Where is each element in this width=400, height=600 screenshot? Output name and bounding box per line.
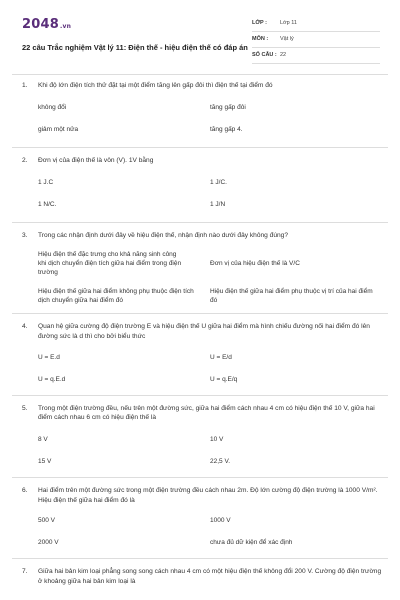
- question-text: Giữa hai bản kim loại phẳng song song cách nhau 4 cm có một hiệu điện thế không đổi 200 V. Cường độ điện trường ở khoảng giữa hai bản kim loại là: [38, 568, 382, 585]
- question-text: Trong một điện trường đều, nếu trên một đường sức, giữa hai điểm cách nhau 4 cm có hiệu điện thế 10 V, giữa hai điểm cách nhau 6 cm có hiệu điện thế là: [38, 404, 375, 422]
- logo-suffix: .vn: [59, 23, 72, 30]
- question-number: 6.: [22, 487, 28, 495]
- meta-value: Lớp 11: [280, 19, 297, 26]
- meta-label: MÔN :: [252, 35, 269, 42]
- answer-option-b[interactable]: tăng gấp đôi: [210, 103, 246, 111]
- answer-option-a[interactable]: không đổi: [38, 103, 67, 111]
- answer-option-a[interactable]: U = E.d: [38, 353, 60, 361]
- answer-option-c[interactable]: U = q.E.d: [38, 375, 66, 383]
- meta-row-class: [252, 16, 380, 32]
- question-1: [22, 80, 382, 148]
- header-divider: [12, 74, 388, 75]
- question-4: [22, 314, 382, 395]
- answer-option-c[interactable]: 15 V: [38, 457, 52, 465]
- answer-option-d[interactable]: 1 J/N: [210, 201, 226, 209]
- answer-option-d[interactable]: 22,5 V.: [210, 457, 231, 465]
- site-logo[interactable]: [22, 16, 71, 34]
- meta-row-subject: [252, 32, 380, 48]
- answer-option-b[interactable]: 10 V: [210, 435, 224, 443]
- answer-option-d[interactable]: tăng gấp 4.: [210, 125, 243, 133]
- question-text: Đơn vị của điện thế là vôn (V). 1V bằng: [38, 156, 154, 164]
- logo-main: 2048: [22, 17, 59, 32]
- answer-option-d[interactable]: U = q.E/q: [210, 375, 238, 383]
- answer-option-a[interactable]: 1 J.C: [38, 179, 54, 187]
- question-number: 3.: [22, 232, 28, 240]
- answer-option-c[interactable]: giảm một nửa: [38, 125, 79, 133]
- question-number: 1.: [22, 82, 28, 89]
- answer-option-d[interactable]: chưa đủ dữ kiện để xác định: [210, 539, 293, 547]
- answer-option-b[interactable]: 1 J/C.: [210, 179, 227, 187]
- answer-option-c[interactable]: Hiệu điện thế giữa hai điểm không phụ thuộc điện tích dịch chuyển giữa hai điểm đó: [38, 288, 194, 305]
- meta-value: Vật lý: [280, 35, 294, 42]
- answer-option-d[interactable]: Hiệu điện thế giữa hai điểm phụ thuộc vị trí của hai điểm đó: [210, 288, 373, 305]
- question-number: 4.: [22, 323, 28, 331]
- question-text: Quan hệ giữa cường độ điện trường E và hiệu điện thế U giữa hai điểm mà hình chiếu đường nối hai điểm đó lên đường sức là d thì cho bởi biểu thức: [38, 323, 370, 341]
- page-header: [22, 14, 382, 70]
- answer-option-b[interactable]: Đơn vị của hiệu điện thế là V/C: [210, 260, 300, 268]
- meta-table: [252, 16, 380, 64]
- question-6: [22, 478, 382, 559]
- question-number: 7.: [22, 568, 28, 576]
- meta-label: SỐ CÂU :: [252, 51, 277, 58]
- question-list: [22, 80, 382, 586]
- meta-value: 22: [280, 51, 287, 58]
- answer-option-c[interactable]: 2000 V: [38, 539, 59, 547]
- question-2: [22, 148, 382, 224]
- answer-option-a[interactable]: Hiệu điện thế đặc trưng cho khả năng sinh công khi dịch chuyển điện tích giữa hai điểm trong điện trường: [38, 251, 182, 277]
- page-title: 22 câu Trắc nghiệm Vật lý 11: Điện thế - hiệu điện thế có đáp án: [22, 43, 248, 52]
- question-7: [22, 559, 382, 586]
- question-3: [22, 223, 382, 314]
- meta-label: LỚP :: [252, 19, 267, 26]
- answer-option-b[interactable]: 1000 V: [210, 517, 231, 525]
- answer-option-b[interactable]: U = E/d: [210, 353, 232, 361]
- meta-row-count: [252, 48, 380, 64]
- answer-option-a[interactable]: 8 V: [38, 435, 48, 443]
- question-5: [22, 396, 382, 478]
- question-text: Hai điểm trên một đường sức trong một điện trường đều cách nhau 2m. Độ lớn cường độ điện trường là 1000 V/m². Hiệu điện thế giữa hai điểm đó là: [38, 487, 378, 504]
- question-number: 5.: [22, 404, 28, 412]
- question-number: 2.: [22, 156, 28, 164]
- answer-option-c[interactable]: 1 N/C.: [38, 201, 57, 209]
- question-text: Khi độ lớn điện tích thử đặt tại một điểm tăng lên gấp đôi thì điện thế tại điểm đó: [38, 82, 273, 89]
- answer-option-a[interactable]: 500 V: [38, 517, 55, 525]
- question-text: Trong các nhận định dưới đây về hiệu điện thế, nhận định nào dưới đây không đúng?: [38, 232, 289, 240]
